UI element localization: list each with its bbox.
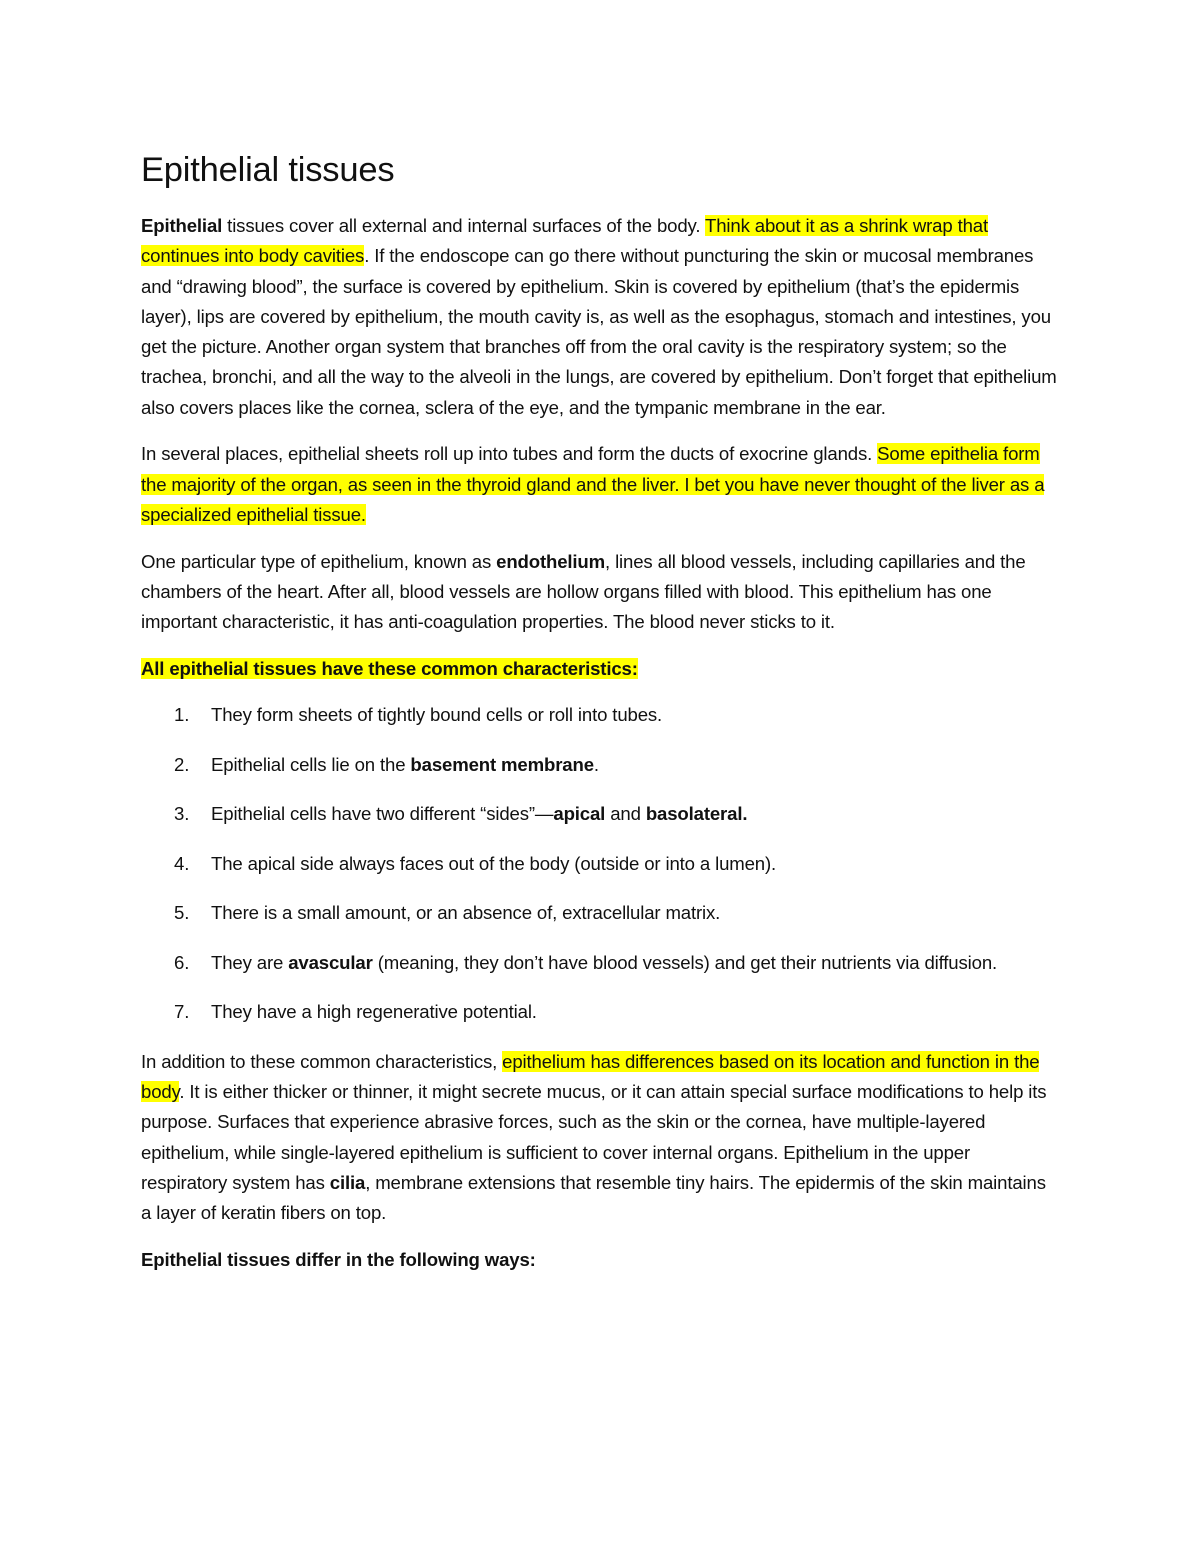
text-run: . It is either thicker or thinner, it might secrete mucus, or it can attain special surface modifications to help its purpose. Surfaces that experience abrasive forces, such as the skin or the cornea, have multiple-layered epithelium, while single-layered epithelium is sufficient to cover internal organs. Epithelium in the upper respiratory system has: [141, 1081, 1047, 1193]
list-number: 2.: [174, 753, 190, 775]
text-run: One particular type of epithelium, known as: [141, 550, 497, 572]
text-run: tissues cover all external and internal surfaces of the body.: [222, 215, 706, 236]
list-number: 1.: [174, 704, 190, 725]
paragraph-endothelium: [141, 547, 1060, 638]
text-run: , membrane extensions that resemble tiny hairs. The epidermis of the skin maintains a layer of keratin fibers on top.: [141, 1171, 1046, 1224]
bold-term: basolateral.: [645, 803, 748, 825]
text-run: In addition to these common characteristics,: [141, 1050, 503, 1072]
paragraph-intro: [141, 211, 1060, 423]
page-title: Epithelial tissues: [141, 151, 395, 189]
text-run: , lines all blood vessels, including capillaries and the chambers of the heart. After all, blood vessels are hollow organs filled with blood. This epithelium has one important characteristic, it has anti-coagulation properties. The blood never sticks to it.: [141, 550, 1026, 632]
text-run: Epithelial cells lie on the: [211, 753, 411, 775]
list-item: [141, 799, 1060, 829]
list-item: [141, 700, 1060, 730]
text-run: In several places, epithelial sheets roll up into tubes and form the ducts of exocrine glands.: [141, 443, 878, 465]
bold-term: avascular: [288, 951, 373, 973]
text-run: They have a high regenerative potential.: [211, 1001, 537, 1023]
bold-term: endothelium: [496, 550, 606, 572]
bold-term: apical: [553, 803, 606, 825]
paragraph-glands: [141, 439, 1060, 530]
list-item: [141, 898, 1060, 928]
text-run: (meaning, they don’t have blood vessels) and get their nutrients via diffusion.: [372, 951, 998, 973]
text-run: They form sheets of tightly bound cells or roll into tubes.: [211, 704, 663, 725]
bold-term: basement membrane: [410, 753, 594, 775]
list-item: [141, 750, 1060, 780]
list-number: 6.: [174, 951, 190, 973]
text-run: .: [593, 753, 599, 775]
characteristics-list: [141, 700, 1060, 1028]
list-item: [141, 948, 1060, 978]
bold-term: Epithelial: [141, 215, 223, 236]
highlighted-heading: All epithelial tissues have these common characteristics:: [141, 657, 638, 679]
list-number: 5.: [174, 902, 190, 924]
list-number: 7.: [174, 1001, 190, 1023]
highlighted-text: Some epithelia form the majority of the organ, as seen in the thyroid gland and the liver. I bet you have never thought of the liver as a specialized epithelial tissue.: [141, 443, 1045, 525]
paragraph-differences: [141, 1047, 1060, 1229]
text-run: Epithelial cells have two different “sides”—: [211, 803, 554, 825]
list-item: [141, 849, 1060, 879]
bold-term: cilia: [329, 1171, 366, 1193]
bold-heading: Epithelial tissues differ in the following ways:: [141, 1248, 536, 1270]
list-number: 3.: [174, 803, 190, 825]
list-number: 4.: [174, 852, 190, 874]
highlighted-text: Think about it as a shrink wrap that continues into body cavities: [141, 215, 988, 267]
text-run: There is a small amount, or an absence of, extracellular matrix.: [211, 902, 721, 924]
highlighted-text: epithelium has differences based on its location and function in the body: [141, 1050, 1040, 1103]
text-run: . If the endoscope can go there without puncturing the skin or mucosal membranes and “drawing blood”, the surface is covered by epithelium. Skin is covered by epithelium (that’s the epidermis layer), lips are covered by epithelium, the mouth cavity is, as well as the esophagus, stomach and intestines, you get the picture. Another organ system that branches off from the oral cavity is the respiratory system; so the trachea, bronchi, and all the way to the alveoli in the lungs, are covered by epithelium. Don’t forget that epithelium also covers places like the cornea, sclera of the eye, and the tympanic membrane in the ear.: [141, 245, 1057, 418]
text-run: The apical side always faces out of the body (outside or into a lumen).: [211, 852, 777, 874]
text-run: They are: [211, 951, 289, 973]
section-heading-common: [141, 654, 1060, 684]
section-heading-differ: [141, 1245, 1060, 1275]
text-run: and: [605, 803, 646, 825]
list-item: [141, 997, 1060, 1027]
